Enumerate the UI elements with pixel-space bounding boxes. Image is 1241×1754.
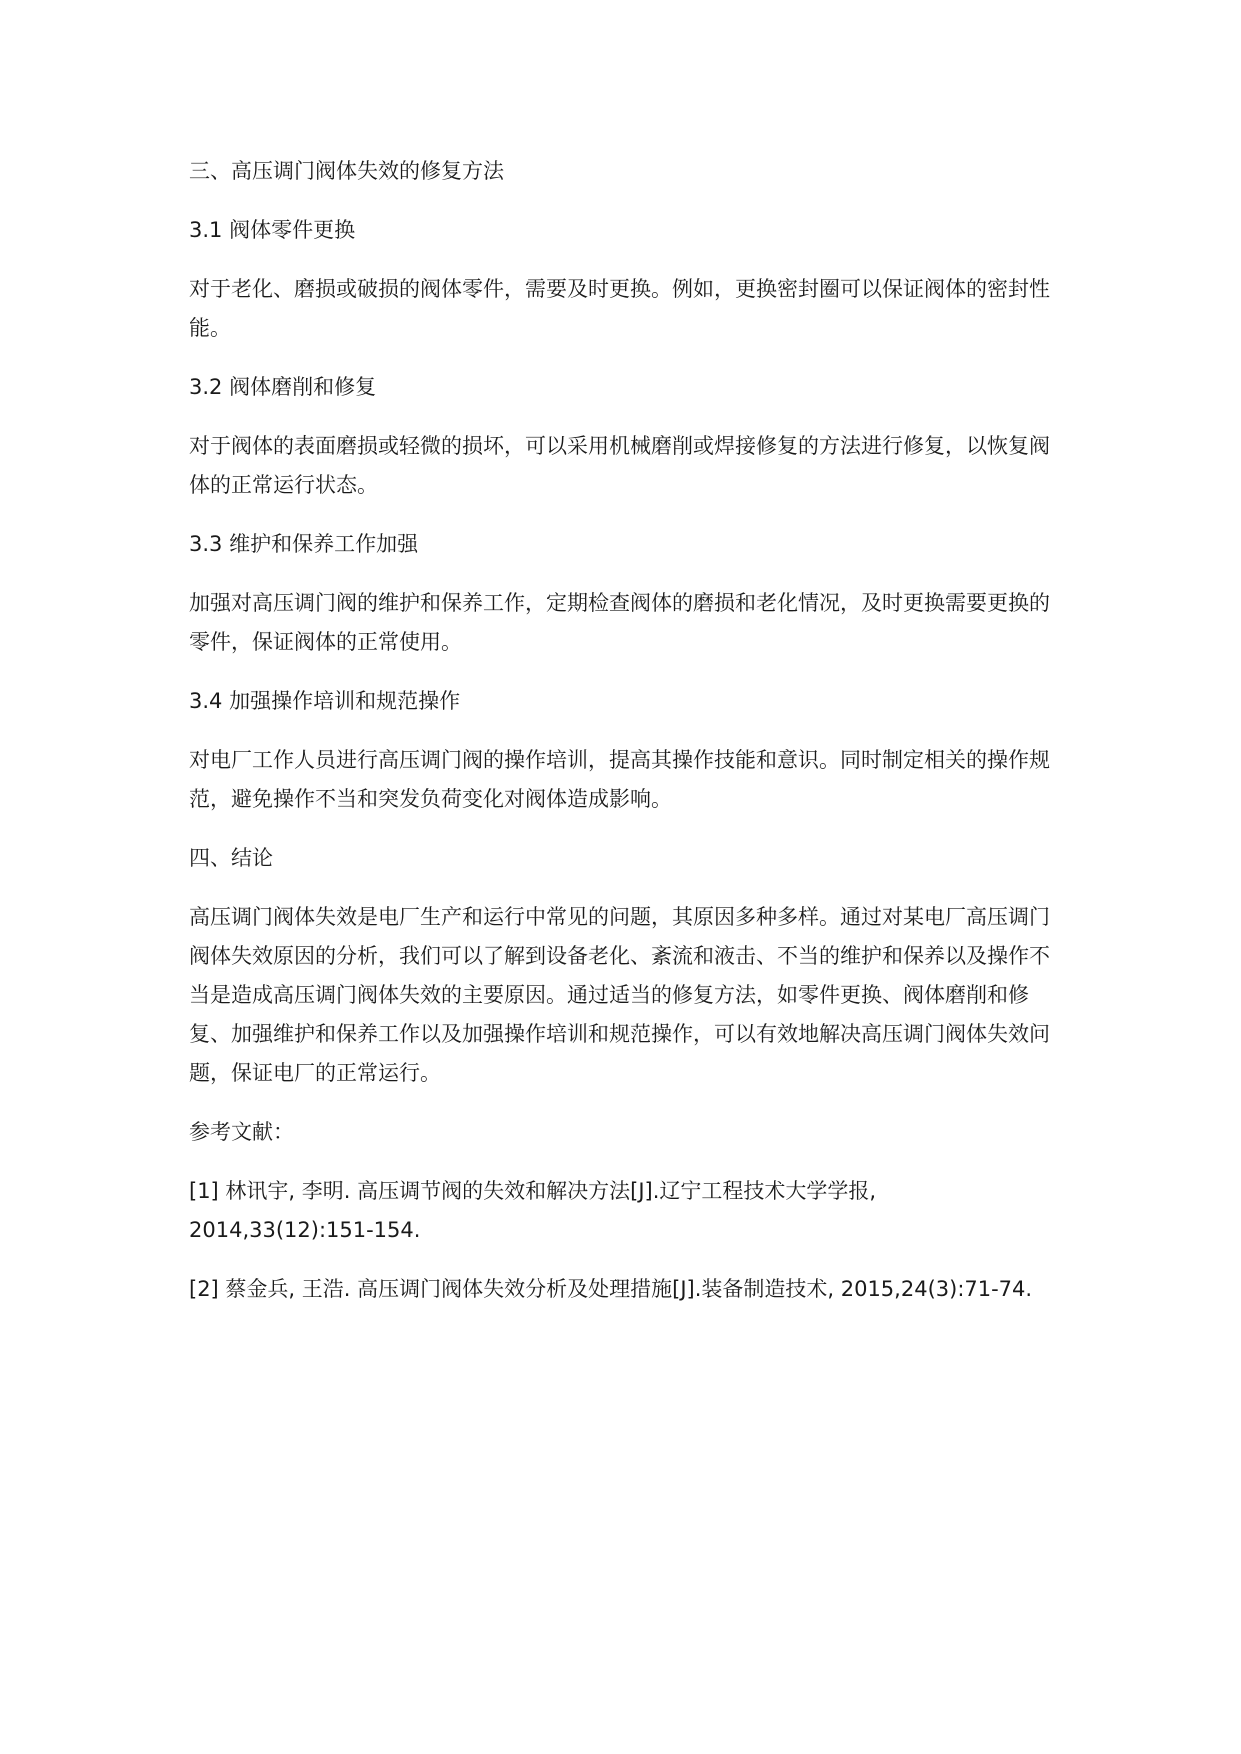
- subsection-heading-3-1: 3.1 阀体零件更换: [189, 218, 356, 242]
- paragraph-3-1: 对于老化、磨损或破损的阀体零件，需要及时更换。例如，更换密封圈可以保证阀体的密封性能。: [189, 277, 1050, 340]
- references-heading: 参考文献：: [189, 1120, 294, 1144]
- reference-item-2: [2] 蔡金兵, 王浩. 高压调门阀体失效分析及处理措施[J].装备制造技术, 2015,24(3):71-74.: [189, 1277, 1033, 1301]
- paragraph-conclusion: 高压调门阀体失效是电厂生产和运行中常见的问题，其原因多种多样。通过对某电厂高压调门阀体失效原因的分析，我们可以了解到设备老化、紊流和液击、不当的维护和保养以及操作不当是造成高压调门阀体失效的主要原因。通过适当的修复方法，如零件更换、阀体磨削和修复、加强维护和保养工作以及加强操作培训和规范操作，可以有效地解决高压调门阀体失效问题，保证电厂的正常运行。: [189, 905, 1050, 1085]
- subsection-heading-3-3: 3.3 维护和保养工作加强: [189, 532, 419, 556]
- section-heading-conclusion: 四、结论: [189, 846, 273, 870]
- subsection-heading-3-4: 3.4 加强操作培训和规范操作: [189, 689, 461, 713]
- paragraph-3-2: 对于阀体的表面磨损或轻微的损坏，可以采用机械磨削或焊接修复的方法进行修复，以恢复阀体的正常运行状态。: [189, 434, 1050, 497]
- reference-item-1: [1] 林讯宇, 李明. 高压调节阀的失效和解决方法[J].辽宁工程技术大学学报, 2014,33(12):151-154.: [189, 1179, 877, 1242]
- paragraph-3-3: 加强对高压调门阀的维护和保养工作，定期检查阀体的磨损和老化情况，及时更换需要更换的零件，保证阀体的正常使用。: [189, 591, 1050, 654]
- section-heading-repair-methods: 三、高压调门阀体失效的修复方法: [189, 159, 504, 183]
- paragraph-3-4: 对电厂工作人员进行高压调门阀的操作培训，提高其操作技能和意识。同时制定相关的操作规范，避免操作不当和突发负荷变化对阀体造成影响。: [189, 748, 1050, 811]
- document-page: [189, 152, 1064, 1329]
- subsection-heading-3-2: 3.2 阀体磨削和修复: [189, 375, 377, 399]
